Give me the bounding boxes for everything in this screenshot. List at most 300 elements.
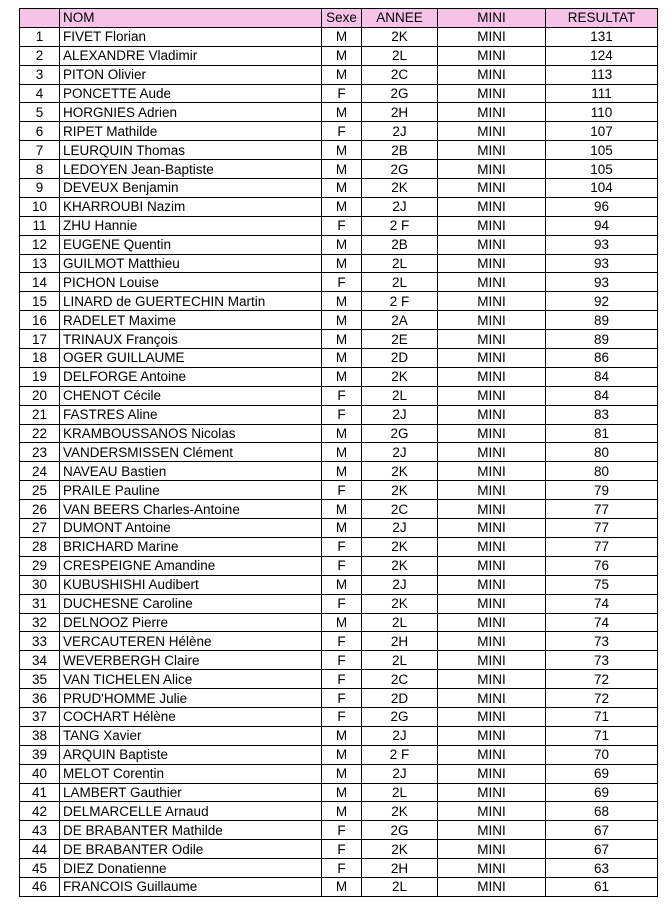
cell-annee: 2H [362,103,438,122]
table-row [20,235,658,254]
cell-rank: 26 [20,500,60,519]
cell-rank: 3 [20,65,60,84]
cell-annee: 2A [362,311,438,330]
cell-nom: DE BRABANTER Mathilde [60,821,322,840]
cell-sexe: F [322,670,362,689]
cell-resultat: 84 [546,386,658,405]
cell-mini: MINI [438,311,546,330]
cell-sexe: M [322,783,362,802]
cell-nom: CHENOT Cécile [60,386,322,405]
cell-mini: MINI [438,179,546,198]
cell-mini: MINI [438,349,546,368]
cell-rank: 17 [20,330,60,349]
table-row [20,519,658,538]
cell-annee: 2K [362,367,438,386]
cell-nom: LEURQUIN Thomas [60,141,322,160]
cell-rank: 39 [20,745,60,764]
cell-rank: 19 [20,367,60,386]
cell-resultat: 69 [546,764,658,783]
cell-resultat: 105 [546,141,658,160]
cell-resultat: 89 [546,330,658,349]
cell-nom: DELNOOZ Pierre [60,613,322,632]
cell-rank: 1 [20,27,60,46]
cell-annee: 2 F [362,216,438,235]
cell-sexe: M [322,443,362,462]
cell-sexe: F [322,821,362,840]
cell-annee: 2J [362,519,438,538]
cell-sexe: M [322,726,362,745]
cell-sexe: F [322,594,362,613]
cell-annee: 2J [362,443,438,462]
cell-nom: ALEXANDRE Vladimir [60,46,322,65]
cell-nom: WEVERBERGH Claire [60,651,322,670]
cell-mini: MINI [438,292,546,311]
cell-rank: 37 [20,707,60,726]
table-row [20,65,658,84]
cell-annee: 2J [362,122,438,141]
cell-sexe: F [322,840,362,859]
table-row [20,764,658,783]
cell-nom: PRUD'HOMME Julie [60,689,322,708]
cell-annee: 2K [362,537,438,556]
cell-mini: MINI [438,632,546,651]
cell-resultat: 76 [546,556,658,575]
cell-annee: 2K [362,556,438,575]
cell-mini: MINI [438,670,546,689]
cell-mini: MINI [438,689,546,708]
cell-nom: NAVEAU Bastien [60,462,322,481]
cell-rank: 23 [20,443,60,462]
cell-annee: 2D [362,349,438,368]
cell-rank: 45 [20,859,60,878]
cell-mini: MINI [438,462,546,481]
cell-resultat: 75 [546,575,658,594]
cell-nom: DEVEUX Benjamin [60,179,322,198]
cell-rank: 2 [20,46,60,65]
table-row [20,462,658,481]
cell-nom: MELOT Corentin [60,764,322,783]
cell-resultat: 84 [546,367,658,386]
table-row [20,745,658,764]
cell-sexe: M [322,311,362,330]
cell-resultat: 80 [546,443,658,462]
cell-resultat: 124 [546,46,658,65]
cell-mini: MINI [438,537,546,556]
cell-annee: 2K [362,27,438,46]
cell-annee: 2K [362,179,438,198]
cell-annee: 2H [362,859,438,878]
cell-nom: VAN BEERS Charles-Antoine [60,500,322,519]
cell-rank: 9 [20,179,60,198]
cell-resultat: 70 [546,745,658,764]
cell-resultat: 77 [546,537,658,556]
cell-rank: 31 [20,594,60,613]
header-rank [20,9,60,28]
cell-sexe: M [322,764,362,783]
cell-annee: 2L [362,877,438,896]
cell-sexe: M [322,424,362,443]
cell-resultat: 79 [546,481,658,500]
cell-mini: MINI [438,651,546,670]
cell-rank: 42 [20,802,60,821]
cell-rank: 10 [20,197,60,216]
table-row [20,84,658,103]
cell-nom: FASTRES Aline [60,405,322,424]
table-row [20,537,658,556]
cell-nom: VERCAUTEREN Hélène [60,632,322,651]
cell-mini: MINI [438,197,546,216]
cell-nom: PRAILE Pauline [60,481,322,500]
cell-sexe: M [322,65,362,84]
cell-annee: 2J [362,764,438,783]
cell-rank: 44 [20,840,60,859]
cell-annee: 2 F [362,292,438,311]
cell-annee: 2G [362,84,438,103]
cell-sexe: M [322,519,362,538]
cell-sexe: F [322,707,362,726]
cell-rank: 22 [20,424,60,443]
cell-sexe: M [322,349,362,368]
cell-rank: 18 [20,349,60,368]
table-row [20,726,658,745]
cell-nom: KUBUSHISHI Audibert [60,575,322,594]
table-row [20,481,658,500]
cell-annee: 2L [362,46,438,65]
cell-sexe: M [322,877,362,896]
table-row [20,179,658,198]
table-row [20,689,658,708]
cell-mini: MINI [438,443,546,462]
cell-sexe: F [322,122,362,141]
cell-resultat: 89 [546,311,658,330]
cell-sexe: F [322,216,362,235]
cell-nom: RADELET Maxime [60,311,322,330]
cell-mini: MINI [438,27,546,46]
cell-sexe: F [322,84,362,103]
header-resultat: RESULTAT [546,9,658,28]
table-row [20,141,658,160]
cell-nom: GUILMOT Matthieu [60,254,322,273]
cell-rank: 24 [20,462,60,481]
cell-rank: 34 [20,651,60,670]
table-row [20,273,658,292]
table-row [20,821,658,840]
table-row [20,46,658,65]
cell-sexe: M [322,292,362,311]
cell-annee: 2K [362,802,438,821]
table-row [20,594,658,613]
cell-annee: 2C [362,500,438,519]
cell-nom: OGER GUILLAUME [60,349,322,368]
cell-sexe: M [322,27,362,46]
cell-mini: MINI [438,613,546,632]
cell-annee: 2J [362,197,438,216]
cell-rank: 46 [20,877,60,896]
table-row [20,707,658,726]
cell-nom: TANG Xavier [60,726,322,745]
cell-mini: MINI [438,859,546,878]
cell-mini: MINI [438,424,546,443]
cell-sexe: M [322,141,362,160]
cell-rank: 7 [20,141,60,160]
cell-sexe: M [322,802,362,821]
cell-sexe: F [322,556,362,575]
cell-mini: MINI [438,840,546,859]
cell-resultat: 131 [546,27,658,46]
cell-rank: 36 [20,689,60,708]
header-mini: MINI [438,9,546,28]
table-row [20,500,658,519]
cell-mini: MINI [438,235,546,254]
cell-rank: 29 [20,556,60,575]
cell-annee: 2D [362,689,438,708]
cell-sexe: F [322,537,362,556]
table-row [20,311,658,330]
cell-annee: 2B [362,235,438,254]
cell-annee: 2 F [362,745,438,764]
cell-mini: MINI [438,821,546,840]
table-row [20,575,658,594]
cell-resultat: 77 [546,500,658,519]
cell-resultat: 107 [546,122,658,141]
cell-resultat: 83 [546,405,658,424]
cell-sexe: M [322,197,362,216]
cell-mini: MINI [438,405,546,424]
cell-mini: MINI [438,46,546,65]
cell-rank: 32 [20,613,60,632]
cell-rank: 14 [20,273,60,292]
cell-nom: EUGENE Quentin [60,235,322,254]
cell-sexe: M [322,462,362,481]
cell-sexe: M [322,500,362,519]
results-table [19,8,658,897]
cell-annee: 2C [362,670,438,689]
cell-nom: HORGNIES Adrien [60,103,322,122]
table-row [20,405,658,424]
cell-rank: 27 [20,519,60,538]
cell-resultat: 111 [546,84,658,103]
cell-sexe: F [322,481,362,500]
cell-nom: LINARD de GUERTECHIN Martin [60,292,322,311]
cell-annee: 2J [362,575,438,594]
cell-nom: COCHART Hélène [60,707,322,726]
cell-nom: TRINAUX François [60,330,322,349]
table-row [20,556,658,575]
table-row [20,160,658,179]
cell-rank: 38 [20,726,60,745]
cell-nom: KRAMBOUSSANOS Nicolas [60,424,322,443]
cell-mini: MINI [438,141,546,160]
cell-resultat: 69 [546,783,658,802]
cell-mini: MINI [438,556,546,575]
cell-rank: 12 [20,235,60,254]
cell-annee: 2L [362,651,438,670]
cell-rank: 28 [20,537,60,556]
cell-resultat: 105 [546,160,658,179]
cell-rank: 30 [20,575,60,594]
cell-annee: 2L [362,254,438,273]
cell-annee: 2L [362,613,438,632]
cell-resultat: 113 [546,65,658,84]
cell-resultat: 92 [546,292,658,311]
cell-resultat: 71 [546,707,658,726]
cell-nom: CRESPEIGNE Amandine [60,556,322,575]
header-row [20,9,658,28]
header-sexe: Sexe [322,9,362,28]
cell-rank: 8 [20,160,60,179]
cell-annee: 2J [362,726,438,745]
cell-resultat: 93 [546,254,658,273]
cell-annee: 2K [362,481,438,500]
cell-resultat: 67 [546,840,658,859]
cell-rank: 4 [20,84,60,103]
cell-rank: 20 [20,386,60,405]
header-nom: NOM [60,9,322,28]
cell-sexe: M [322,613,362,632]
cell-resultat: 110 [546,103,658,122]
cell-sexe: F [322,689,362,708]
cell-annee: 2B [362,141,438,160]
cell-mini: MINI [438,764,546,783]
table-row [20,349,658,368]
cell-sexe: M [322,745,362,764]
cell-resultat: 72 [546,689,658,708]
table-row [20,783,658,802]
cell-mini: MINI [438,481,546,500]
cell-rank: 43 [20,821,60,840]
table-row [20,840,658,859]
cell-rank: 21 [20,405,60,424]
cell-nom: ARQUIN Baptiste [60,745,322,764]
cell-mini: MINI [438,783,546,802]
cell-annee: 2L [362,386,438,405]
table-row [20,292,658,311]
table-row [20,613,658,632]
table-row [20,632,658,651]
cell-annee: 2G [362,707,438,726]
cell-mini: MINI [438,330,546,349]
cell-resultat: 73 [546,651,658,670]
cell-nom: VANDERSMISSEN Clément [60,443,322,462]
cell-nom: LAMBERT Gauthier [60,783,322,802]
cell-mini: MINI [438,745,546,764]
cell-resultat: 74 [546,594,658,613]
cell-resultat: 73 [546,632,658,651]
table-row [20,877,658,896]
cell-nom: PONCETTE Aude [60,84,322,103]
cell-annee: 2G [362,424,438,443]
cell-resultat: 93 [546,273,658,292]
cell-mini: MINI [438,65,546,84]
table-row [20,424,658,443]
cell-mini: MINI [438,84,546,103]
cell-resultat: 61 [546,877,658,896]
table-row [20,216,658,235]
cell-sexe: F [322,651,362,670]
table-row [20,443,658,462]
cell-resultat: 63 [546,859,658,878]
cell-resultat: 94 [546,216,658,235]
cell-sexe: M [322,179,362,198]
cell-resultat: 80 [546,462,658,481]
cell-nom: FIVET Florian [60,27,322,46]
cell-mini: MINI [438,160,546,179]
cell-resultat: 71 [546,726,658,745]
cell-sexe: F [322,405,362,424]
cell-resultat: 104 [546,179,658,198]
cell-sexe: M [322,46,362,65]
cell-mini: MINI [438,216,546,235]
cell-nom: RIPET Mathilde [60,122,322,141]
cell-nom: PITON Olivier [60,65,322,84]
table-row [20,859,658,878]
cell-rank: 25 [20,481,60,500]
cell-rank: 5 [20,103,60,122]
header-annee: ANNEE [362,9,438,28]
table-row [20,651,658,670]
cell-nom: DELFORGE Antoine [60,367,322,386]
cell-resultat: 86 [546,349,658,368]
cell-resultat: 77 [546,519,658,538]
cell-mini: MINI [438,367,546,386]
cell-sexe: F [322,386,362,405]
cell-sexe: M [322,575,362,594]
cell-sexe: M [322,367,362,386]
cell-nom: LEDOYEN Jean-Baptiste [60,160,322,179]
table-row [20,122,658,141]
cell-nom: ZHU Hannie [60,216,322,235]
cell-sexe: M [322,103,362,122]
cell-nom: VAN TICHELEN Alice [60,670,322,689]
cell-sexe: M [322,254,362,273]
cell-annee: 2K [362,462,438,481]
cell-resultat: 74 [546,613,658,632]
table-row [20,254,658,273]
cell-mini: MINI [438,103,546,122]
cell-mini: MINI [438,707,546,726]
cell-sexe: M [322,160,362,179]
table-row [20,330,658,349]
cell-annee: 2C [362,65,438,84]
cell-sexe: F [322,632,362,651]
cell-mini: MINI [438,386,546,405]
cell-mini: MINI [438,594,546,613]
cell-annee: 2K [362,840,438,859]
cell-mini: MINI [438,575,546,594]
cell-mini: MINI [438,500,546,519]
cell-mini: MINI [438,877,546,896]
cell-nom: DUCHESNE Caroline [60,594,322,613]
cell-rank: 11 [20,216,60,235]
cell-nom: DIEZ Donatienne [60,859,322,878]
cell-annee: 2K [362,594,438,613]
cell-resultat: 96 [546,197,658,216]
cell-nom: BRICHARD Marine [60,537,322,556]
cell-nom: PICHON Louise [60,273,322,292]
table-row [20,103,658,122]
table-row [20,367,658,386]
cell-mini: MINI [438,273,546,292]
cell-annee: 2G [362,160,438,179]
cell-rank: 15 [20,292,60,311]
cell-nom: DE BRABANTER Odile [60,840,322,859]
cell-resultat: 81 [546,424,658,443]
cell-nom: KHARROUBI Nazim [60,197,322,216]
cell-nom: FRANCOIS Guillaume [60,877,322,896]
cell-rank: 13 [20,254,60,273]
cell-annee: 2E [362,330,438,349]
table-row [20,386,658,405]
